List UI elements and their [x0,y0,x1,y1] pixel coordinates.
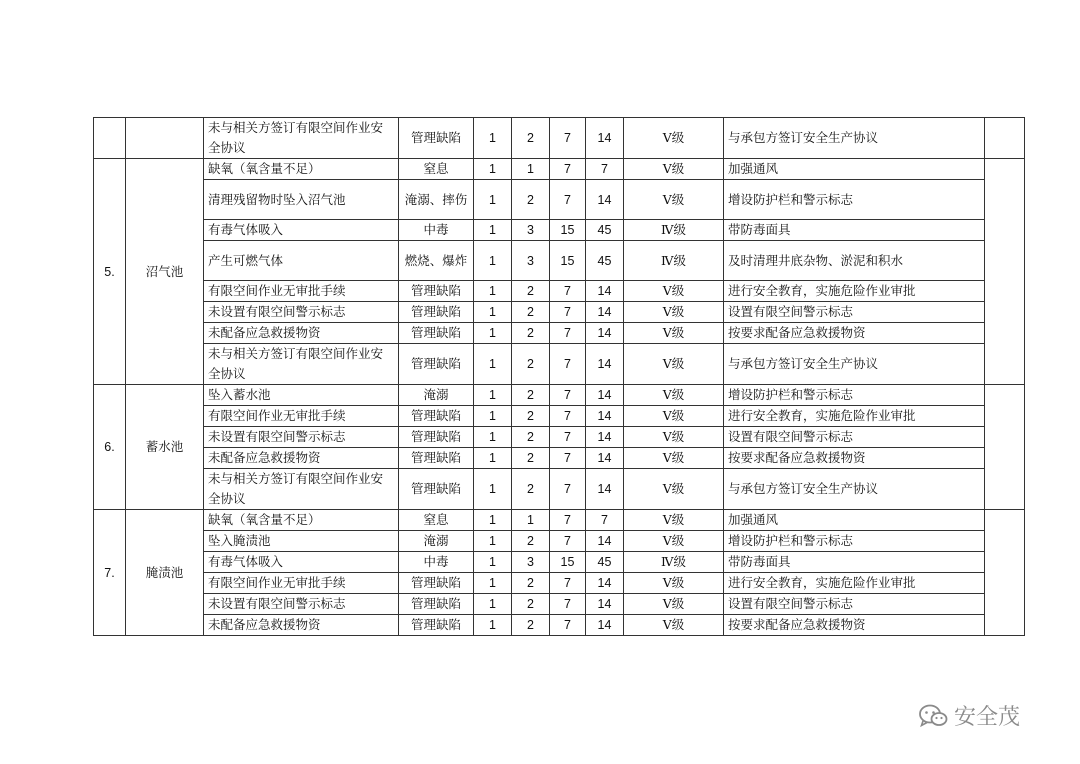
c-value-cell: 7 [550,594,586,615]
hazard-cell: 有限空间作业无审批手续 [204,573,399,594]
e-value-cell: 2 [512,406,550,427]
e-value-cell: 3 [512,241,550,281]
table-row [94,344,1025,385]
hazard-cell: 产生可燃气体 [204,241,399,281]
d-value-cell: 45 [586,220,624,241]
accident-type-cell: 管理缺陷 [399,615,474,636]
e-value-cell: 2 [512,427,550,448]
hazard-cell: 缺氧（氧含量不足） [204,159,399,180]
hazard-cell: 未与相关方签订有限空间作业安全协议 [204,118,399,159]
l-value-cell: 1 [474,159,512,180]
l-value-cell: 1 [474,615,512,636]
c-value-cell: 7 [550,323,586,344]
table-row [94,427,1025,448]
l-value-cell: 1 [474,180,512,220]
accident-type-cell: 淹溺、摔伤 [399,180,474,220]
e-value-cell: 3 [512,552,550,573]
remark-cell [985,385,1025,510]
remark-cell [985,510,1025,636]
table-row [94,241,1025,281]
c-value-cell: 7 [550,573,586,594]
risk-level-cell: Ⅴ级 [624,427,724,448]
control-measure-cell: 增设防护栏和警示标志 [724,385,985,406]
accident-type-cell: 中毒 [399,552,474,573]
l-value-cell: 1 [474,469,512,510]
control-measure-cell: 进行安全教育，实施危险作业审批 [724,573,985,594]
c-value-cell: 7 [550,448,586,469]
control-measure-cell: 按要求配备应急救援物资 [724,615,985,636]
risk-assessment-table [93,117,1025,636]
group-name-cell [126,118,204,159]
risk-level-cell: Ⅴ级 [624,469,724,510]
hazard-cell: 清理残留物时坠入沼气池 [204,180,399,220]
risk-level-cell: Ⅴ级 [624,510,724,531]
l-value-cell: 1 [474,448,512,469]
risk-level-cell: Ⅴ级 [624,118,724,159]
control-measure-cell: 进行安全教育，实施危险作业审批 [724,281,985,302]
d-value-cell: 14 [586,118,624,159]
d-value-cell: 14 [586,427,624,448]
control-measure-cell: 与承包方签订安全生产协议 [724,344,985,385]
risk-level-cell: Ⅴ级 [624,448,724,469]
risk-level-cell: Ⅳ级 [624,241,724,281]
group-index-cell: 5. [94,159,126,385]
c-value-cell: 7 [550,302,586,323]
e-value-cell: 2 [512,531,550,552]
c-value-cell: 7 [550,180,586,220]
accident-type-cell: 管理缺陷 [399,302,474,323]
accident-type-cell: 管理缺陷 [399,448,474,469]
hazard-cell: 有毒气体吸入 [204,220,399,241]
d-value-cell: 14 [586,573,624,594]
l-value-cell: 1 [474,220,512,241]
accident-type-cell: 管理缺陷 [399,344,474,385]
accident-type-cell: 管理缺陷 [399,573,474,594]
e-value-cell: 2 [512,344,550,385]
hazard-cell: 未设置有限空间警示标志 [204,594,399,615]
table-row [94,302,1025,323]
accident-type-cell: 窒息 [399,159,474,180]
group-index-cell: 6. [94,385,126,510]
d-value-cell: 7 [586,510,624,531]
table-row [94,180,1025,220]
risk-level-cell: Ⅴ级 [624,594,724,615]
risk-level-cell: Ⅴ级 [624,159,724,180]
c-value-cell: 7 [550,406,586,427]
table-row [94,510,1025,531]
accident-type-cell: 管理缺陷 [399,406,474,427]
l-value-cell: 1 [474,281,512,302]
l-value-cell: 1 [474,552,512,573]
l-value-cell: 1 [474,427,512,448]
accident-type-cell: 管理缺陷 [399,118,474,159]
accident-type-cell: 管理缺陷 [399,594,474,615]
table-row [94,615,1025,636]
e-value-cell: 2 [512,615,550,636]
group-name-cell: 腌渍池 [126,510,204,636]
e-value-cell: 3 [512,220,550,241]
c-value-cell: 7 [550,510,586,531]
e-value-cell: 2 [512,594,550,615]
c-value-cell: 7 [550,385,586,406]
c-value-cell: 15 [550,552,586,573]
risk-level-cell: Ⅴ级 [624,302,724,323]
hazard-cell: 缺氧（氧含量不足） [204,510,399,531]
control-measure-cell: 带防毒面具 [724,220,985,241]
e-value-cell: 2 [512,385,550,406]
control-measure-cell: 增设防护栏和警示标志 [724,531,985,552]
control-measure-cell: 与承包方签订安全生产协议 [724,118,985,159]
hazard-cell: 坠入蓄水池 [204,385,399,406]
e-value-cell: 1 [512,510,550,531]
table-row [94,531,1025,552]
hazard-cell: 未配备应急救援物资 [204,615,399,636]
control-measure-cell: 进行安全教育，实施危险作业审批 [724,406,985,427]
e-value-cell: 2 [512,469,550,510]
control-measure-cell: 按要求配备应急救援物资 [724,323,985,344]
watermark-text: 安全茂 [954,705,1021,730]
watermark [918,700,1020,731]
accident-type-cell: 中毒 [399,220,474,241]
c-value-cell: 7 [550,118,586,159]
c-value-cell: 7 [550,427,586,448]
l-value-cell: 1 [474,385,512,406]
l-value-cell: 1 [474,510,512,531]
risk-level-cell: Ⅳ级 [624,552,724,573]
table-row [94,573,1025,594]
risk-level-cell: Ⅴ级 [624,385,724,406]
e-value-cell: 2 [512,302,550,323]
control-measure-cell: 带防毒面具 [724,552,985,573]
table-row [94,406,1025,427]
control-measure-cell: 加强通风 [724,510,985,531]
d-value-cell: 14 [586,469,624,510]
hazard-cell: 未与相关方签订有限空间作业安全协议 [204,344,399,385]
risk-level-cell: Ⅴ级 [624,406,724,427]
e-value-cell: 1 [512,159,550,180]
table-row [94,118,1025,159]
group-name-cell: 沼气池 [126,159,204,385]
d-value-cell: 14 [586,594,624,615]
risk-level-cell: Ⅴ级 [624,344,724,385]
hazard-cell: 有限空间作业无审批手续 [204,406,399,427]
control-measure-cell: 设置有限空间警示标志 [724,302,985,323]
l-value-cell: 1 [474,344,512,385]
d-value-cell: 14 [586,344,624,385]
e-value-cell: 2 [512,448,550,469]
table-row [94,159,1025,180]
d-value-cell: 14 [586,531,624,552]
d-value-cell: 14 [586,406,624,427]
table-row [94,323,1025,344]
risk-level-cell: Ⅴ级 [624,573,724,594]
accident-type-cell: 管理缺陷 [399,469,474,510]
accident-type-cell: 管理缺陷 [399,427,474,448]
hazard-cell: 未配备应急救援物资 [204,448,399,469]
e-value-cell: 2 [512,323,550,344]
remark-cell [985,118,1025,159]
l-value-cell: 1 [474,531,512,552]
hazard-cell: 坠入腌渍池 [204,531,399,552]
control-measure-cell: 加强通风 [724,159,985,180]
control-measure-cell: 与承包方签订安全生产协议 [724,469,985,510]
l-value-cell: 1 [474,302,512,323]
control-measure-cell: 增设防护栏和警示标志 [724,180,985,220]
accident-type-cell: 窒息 [399,510,474,531]
hazard-cell: 未与相关方签订有限空间作业安全协议 [204,469,399,510]
risk-level-cell: Ⅴ级 [624,531,724,552]
wechat-icon [918,704,948,728]
c-value-cell: 7 [550,531,586,552]
c-value-cell: 15 [550,220,586,241]
d-value-cell: 45 [586,552,624,573]
accident-type-cell: 淹溺 [399,385,474,406]
d-value-cell: 14 [586,281,624,302]
l-value-cell: 1 [474,573,512,594]
risk-level-cell: Ⅴ级 [624,323,724,344]
e-value-cell: 2 [512,180,550,220]
d-value-cell: 14 [586,323,624,344]
risk-level-cell: Ⅴ级 [624,281,724,302]
group-name-cell: 蓄水池 [126,385,204,510]
control-measure-cell: 按要求配备应急救援物资 [724,448,985,469]
d-value-cell: 45 [586,241,624,281]
l-value-cell: 1 [474,323,512,344]
hazard-cell: 未设置有限空间警示标志 [204,427,399,448]
table-row [94,594,1025,615]
table-row [94,385,1025,406]
hazard-cell: 有限空间作业无审批手续 [204,281,399,302]
control-measure-cell: 设置有限空间警示标志 [724,427,985,448]
table-row [94,281,1025,302]
l-value-cell: 1 [474,118,512,159]
d-value-cell: 14 [586,385,624,406]
c-value-cell: 7 [550,615,586,636]
c-value-cell: 7 [550,159,586,180]
l-value-cell: 1 [474,241,512,281]
risk-level-cell: Ⅴ级 [624,180,724,220]
accident-type-cell: 淹溺 [399,531,474,552]
c-value-cell: 7 [550,344,586,385]
d-value-cell: 14 [586,302,624,323]
c-value-cell: 15 [550,241,586,281]
risk-level-cell: Ⅳ级 [624,220,724,241]
risk-level-cell: Ⅴ级 [624,615,724,636]
table-row [94,448,1025,469]
e-value-cell: 2 [512,118,550,159]
c-value-cell: 7 [550,469,586,510]
d-value-cell: 14 [586,180,624,220]
d-value-cell: 7 [586,159,624,180]
group-index-cell: 7. [94,510,126,636]
l-value-cell: 1 [474,594,512,615]
accident-type-cell: 管理缺陷 [399,323,474,344]
control-measure-cell: 及时清理井底杂物、淤泥和积水 [724,241,985,281]
table-row [94,220,1025,241]
l-value-cell: 1 [474,406,512,427]
hazard-cell: 有毒气体吸入 [204,552,399,573]
e-value-cell: 2 [512,281,550,302]
table-row [94,552,1025,573]
hazard-cell: 未配备应急救援物资 [204,323,399,344]
e-value-cell: 2 [512,573,550,594]
control-measure-cell: 设置有限空间警示标志 [724,594,985,615]
hazard-cell: 未设置有限空间警示标志 [204,302,399,323]
accident-type-cell: 燃烧、爆炸 [399,241,474,281]
table-row [94,469,1025,510]
accident-type-cell: 管理缺陷 [399,281,474,302]
d-value-cell: 14 [586,615,624,636]
d-value-cell: 14 [586,448,624,469]
remark-cell [985,159,1025,385]
c-value-cell: 7 [550,281,586,302]
group-index-cell [94,118,126,159]
